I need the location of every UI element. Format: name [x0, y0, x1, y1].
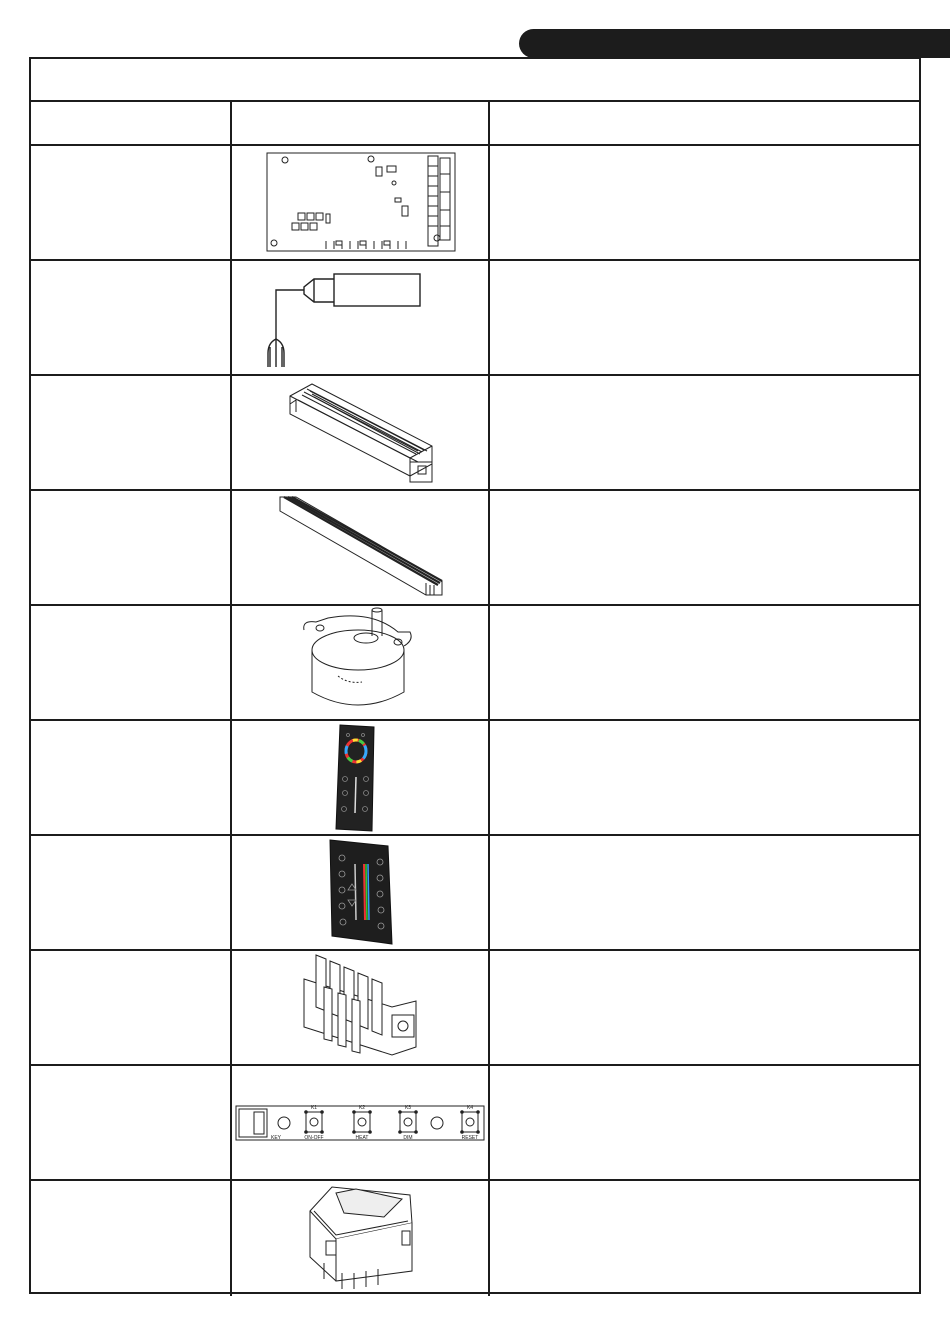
part-image-cell	[232, 1066, 490, 1179]
crossflow-fan-drawing	[232, 376, 488, 489]
part-image-cell	[232, 376, 490, 489]
led-strip-drawing	[232, 491, 488, 604]
wall-touch-panel-drawing	[232, 836, 488, 949]
table-row	[31, 261, 919, 376]
part-description	[490, 146, 919, 259]
part-image-cell	[232, 951, 490, 1064]
heating-element-drawing	[232, 951, 488, 1064]
part-name	[31, 606, 232, 719]
part-description	[490, 491, 919, 604]
part-description	[490, 721, 919, 834]
part-name	[31, 146, 232, 259]
control-board-drawing	[232, 146, 488, 259]
column-header-description	[490, 102, 919, 144]
table-row	[31, 376, 919, 491]
part-name	[31, 836, 232, 949]
switch-label-k3: K3	[404, 1105, 412, 1111]
table-title	[31, 59, 919, 102]
synchronous-motor-drawing	[232, 606, 488, 719]
column-header-image	[232, 102, 490, 144]
switch-label-k4: K4	[466, 1105, 474, 1111]
part-description	[490, 951, 919, 1064]
part-image-cell	[232, 606, 490, 719]
part-name	[31, 491, 232, 604]
part-image-cell	[232, 261, 490, 374]
table-row	[31, 491, 919, 606]
part-name	[31, 376, 232, 489]
reset-label: RESET	[461, 1135, 479, 1141]
table-header-row	[31, 102, 919, 146]
table-row	[31, 836, 919, 951]
part-name	[31, 721, 232, 834]
replacement-parts-table	[29, 57, 921, 1294]
dim-label: DIM	[403, 1135, 413, 1141]
part-description	[490, 261, 919, 374]
part-image-cell	[232, 491, 490, 604]
key-label: KEY	[270, 1135, 282, 1141]
rgb-remote-control-drawing	[232, 721, 488, 834]
rocker-switch-drawing	[232, 1181, 488, 1294]
part-image-cell	[232, 1181, 490, 1296]
panel-switch-k1	[304, 1110, 324, 1134]
part-image-cell	[232, 721, 490, 834]
table-row	[31, 606, 919, 721]
part-description	[490, 376, 919, 489]
on-off-label: ON-OFF	[304, 1135, 324, 1141]
part-image-cell	[232, 836, 490, 949]
part-name	[31, 1181, 232, 1296]
part-name	[31, 951, 232, 1064]
part-description	[490, 1181, 919, 1296]
section-tab	[519, 29, 950, 58]
button-panel-drawing	[232, 1066, 488, 1179]
switch-label-k1: K1	[310, 1105, 318, 1111]
part-description	[490, 1066, 919, 1179]
temperature-sensor-drawing	[232, 261, 488, 374]
column-header-part	[31, 102, 232, 144]
table-row	[31, 1181, 919, 1296]
table-row	[31, 721, 919, 836]
part-image-cell	[232, 146, 490, 259]
part-name	[31, 1066, 232, 1179]
part-description	[490, 836, 919, 949]
table-row	[31, 146, 919, 261]
switch-label-k2: K2	[358, 1105, 366, 1111]
table-row	[31, 1066, 919, 1181]
part-name	[31, 261, 232, 374]
part-description	[490, 606, 919, 719]
heat-label: HEAT	[355, 1135, 369, 1141]
table-row	[31, 951, 919, 1066]
